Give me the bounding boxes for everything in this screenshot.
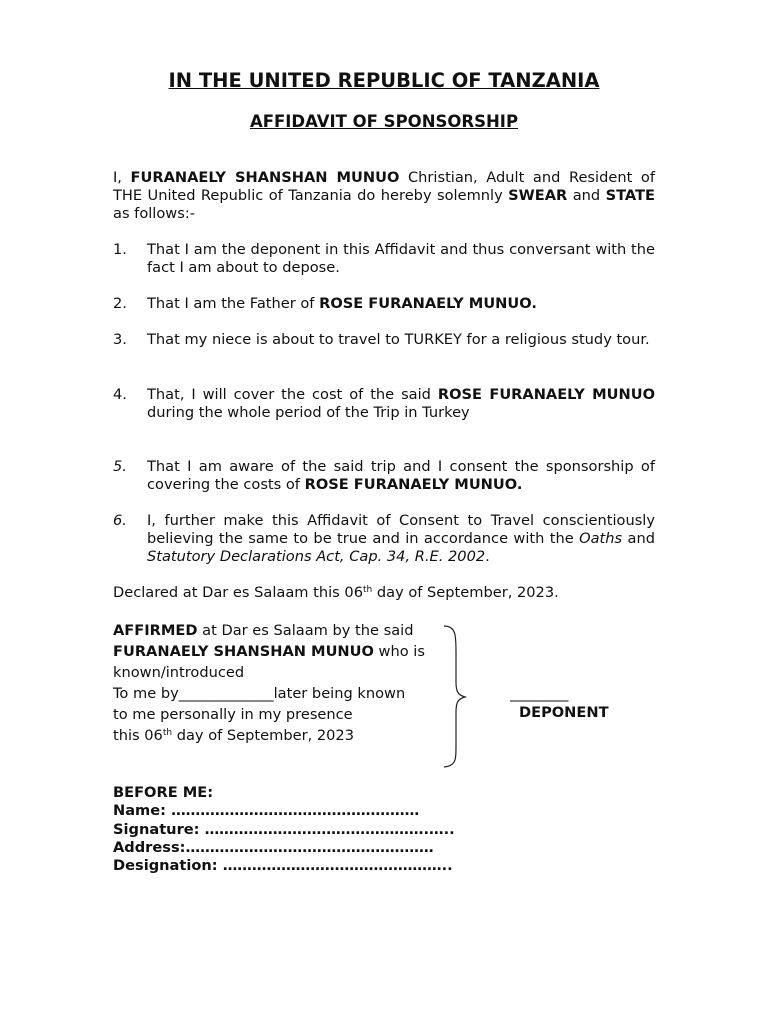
ordinal-suffix: th [162,728,173,738]
commissioner-signature-field: Signature: ……………………………………….….. [113,820,455,838]
intro-text: Christian, Adult and Resident of THE United Republic of Tanzania do hereby solemnly [113,169,655,204]
deponent-label: DEPONENT [519,704,609,721]
clause-text-part: That I am aware of the said trip and I consent the sponsorship of covering the costs of [147,458,655,493]
commissioner-designation-field: Designation: ……………………………………….. [113,857,453,875]
affirmation-line-1 [113,620,453,641]
clause-text [147,458,655,494]
clause-text-part: That I am the Father of [147,295,320,312]
before-me-heading: BEFORE ME: [113,784,214,801]
clause-5 [113,458,655,494]
clause-3 [113,331,655,349]
beneficiary-name: ROSE FURANAELY MUNUO. [304,476,523,493]
state-word: STATE [605,187,655,204]
beneficiary-name: ROSE FURANAELY MUNUO. [319,295,537,312]
clause-text [147,386,655,422]
intro-prefix: I, [113,169,131,186]
clause-2 [113,295,655,313]
affirmation-text: this 06 [113,727,163,744]
before-me-block [113,784,455,875]
affirmation-text: at Dar es Salaam by the said [197,622,414,639]
affirmation-line-4: To me by_____________later being known [113,685,406,702]
clause-text-part: I, further make this Affidavit of Consent to Travel conscientiously believing the same to be true and in accordance with the [147,512,655,547]
commissioner-name-field: Name: …………………………………………… [113,802,420,820]
affirmation-block [113,620,453,746]
affirmation-line-6 [113,725,453,746]
affirmant-name: FURANAELY SHANSHAN MUNUO [113,643,374,660]
clause-text-part: and [622,530,655,547]
clause-text-part: during the whole period of the Trip in Turkey [147,404,470,421]
clause-1 [113,241,655,277]
intro-paragraph [113,169,655,223]
swear-word: SWEAR [508,187,568,204]
curly-brace-icon [438,622,470,772]
intro-and: and [567,187,606,204]
affirmation-line-5: to me personally in my presence [113,706,353,723]
affirmation-date: day of September, 2023 [172,727,354,744]
act-reference: Oaths [579,530,623,547]
deponent-signature-line: ________ [510,685,569,702]
beneficiary-name: ROSE FURANAELY MUNUO [437,386,655,403]
deponent-name: FURANAELY SHANSHAN MUNUO [130,169,400,186]
declaration-date: day of September, 2023. [372,584,559,601]
clause-text: That my niece is about to travel to TURKEY for a religious study tour. [147,331,650,348]
clause-text-part: That, I will cover the cost of the said [147,386,438,403]
affirmation-line-3: known/introduced [113,664,245,681]
declaration-line [113,584,655,602]
commissioner-address-field: Address:…………………………………………… [113,838,434,856]
clause-number: 5. [113,458,127,475]
declaration-text: Declared at Dar es Salaam this 06 [113,584,363,601]
clause-number: 2. [113,295,127,312]
clause-number: 3. [113,331,127,348]
affirmation-text: who is [373,643,425,660]
clause-number: 1. [113,241,127,258]
clause-4 [113,386,655,422]
act-reference: Statutory Declarations Act, Cap. 34, R.E. 2002 [147,548,486,565]
clause-text [147,295,655,313]
affirmation-line-2 [113,641,453,662]
document-title: IN THE UNITED REPUBLIC OF TANZANIA [168,69,600,92]
clause-number: 6. [113,512,127,529]
clause-number: 4. [113,386,127,403]
clause-text: That I am the deponent in this Affidavit and thus conversant with the fact I am about to depose. [147,241,655,276]
affirmed-label: AFFIRMED [113,622,198,639]
document-subtitle: AFFIDAVIT OF SPONSORSHIP [249,112,519,131]
intro-ending: as follows:- [113,205,196,222]
clause-6 [113,512,655,566]
clause-text [147,512,655,566]
ordinal-suffix: th [362,585,373,595]
clause-text-part: . [485,548,490,565]
